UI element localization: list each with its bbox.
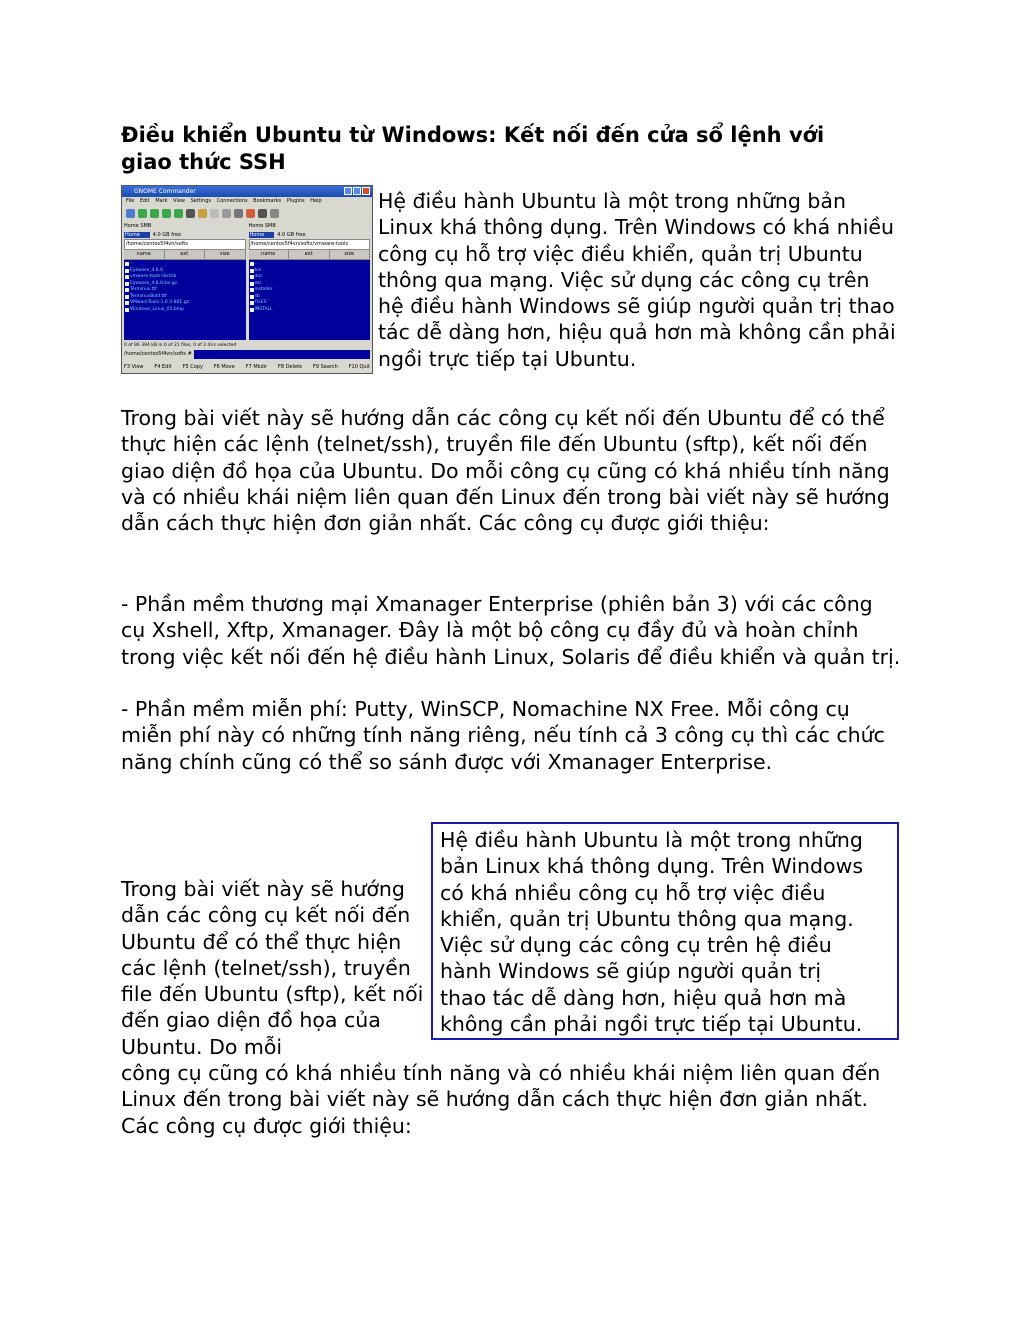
maximize-icon bbox=[353, 187, 361, 195]
command-line bbox=[124, 350, 370, 359]
tail-paragraph: công cụ cũng có khá nhiều tính năng và có nhiều khái niệm liên quan đến Linux đến trong bài viết này sẽ hướng dẫn cách thực hiện đơn giản nhất. Các công cụ được giới thiệu: bbox=[121, 1061, 881, 1138]
boxed-line: bản Linux khá thông dụng. Trên Windows bbox=[440, 854, 864, 879]
right-path: /home/centos5f4vn/softs/vmware-tools bbox=[249, 239, 371, 250]
col-size: size bbox=[205, 250, 246, 259]
bullet-free: - Phần mềm miễn phí: Putty, WinSCP, Nomachine NX Free. Mỗi công cụ miễn phí này có những tính năng riêng, nếu tính cả 3 công cụ thì các chức năng chính cũng có thể so sánh được với Xmanager Enterprise. bbox=[121, 697, 885, 774]
list-item: Eyeware_4.6.6.tar.gz bbox=[124, 281, 246, 288]
menu-bar: File Edit Mark View Settings Connections Bookmarks Plugins Help bbox=[126, 198, 322, 204]
list-item: installer bbox=[249, 287, 371, 294]
list-item: bin bbox=[249, 268, 371, 275]
delete-icon bbox=[234, 209, 243, 218]
fkey: F10 Quit bbox=[348, 364, 370, 370]
bookmark-bar: Home SMB bbox=[248, 223, 276, 229]
refresh-icon bbox=[126, 209, 135, 218]
drive-select: Home bbox=[249, 232, 275, 238]
edit-icon bbox=[246, 209, 255, 218]
fkey: F7 Mkdir bbox=[245, 364, 268, 370]
boxed-line: có khá nhiều công cụ hỗ trợ việc điều bbox=[440, 880, 826, 905]
boxed-line: khiển, quản trị Ubuntu thông qua mạng. bbox=[440, 906, 854, 931]
list-item: .. bbox=[249, 261, 371, 268]
back-arrow-icon bbox=[150, 209, 159, 218]
boxed-quote bbox=[431, 822, 899, 1040]
boxed-line: Việc sử dụng các công cụ trên hệ điều bbox=[440, 933, 832, 958]
fkey: F5 Copy bbox=[182, 364, 203, 370]
minimize-icon bbox=[344, 187, 352, 195]
terminal-icon bbox=[258, 209, 267, 218]
forward-arrow-icon bbox=[162, 209, 171, 218]
last-icon bbox=[174, 209, 183, 218]
boxed-line: thao tác dễ dàng hơn, hiệu quả hơn mà bbox=[440, 985, 847, 1010]
paste-icon bbox=[222, 209, 231, 218]
col-name: name bbox=[124, 250, 165, 259]
bullet-commercial: - Phần mềm thương mại Xmanager Enterprise (phiên bản 3) với các công cụ Xshell, Xftp, Xmanager. Đây là một bộ công cụ đầy đủ và hoàn chỉnh trong việc kết nối đến hệ điều hành Linux, Solaris để điều khiển và quản trị. bbox=[121, 592, 901, 669]
left-pane bbox=[124, 222, 246, 340]
window-title: GNOME Commander bbox=[134, 188, 196, 195]
list-item: Eyeware_4.6.6 bbox=[124, 268, 246, 275]
intro-paragraph: Hệ điều hành Ubuntu là một trong những bản Linux khá thông dụng. Trên Windows có khá nhiều công cụ hỗ trợ việc điều khiển, quản trị Ubuntu thông qua mạng. Việc sử dụng các công cụ trên hệ điều hành Windows sẽ giúp người quản trị thao tác dễ dàng hơn, hiệu quả hơn mà không cần phải ngồi trực tiếp tại Ubuntu. bbox=[378, 189, 896, 371]
page-title: Điều khiển Ubuntu từ Windows: Kết nối đến cửa sổ lệnh với giao thức SSH bbox=[121, 123, 825, 174]
drive-select: Home bbox=[124, 232, 150, 238]
list-item: FILES bbox=[249, 300, 371, 307]
fkey: F9 Search bbox=[312, 364, 338, 370]
col-ext: ext bbox=[165, 250, 206, 259]
tool-icon bbox=[270, 209, 279, 218]
free-space: 4.0 GB free bbox=[277, 231, 306, 238]
list-item: etc bbox=[249, 281, 371, 288]
fkey: F8 Delete bbox=[278, 364, 303, 370]
list-item: TerminusBold.ttf bbox=[124, 294, 246, 301]
function-keys bbox=[124, 362, 370, 372]
list-item: lib bbox=[249, 294, 371, 301]
cmd-path: /home/centos5f4vn/softs # bbox=[124, 351, 192, 357]
window-titlebar bbox=[122, 186, 372, 197]
right-file-list bbox=[249, 260, 371, 340]
close-icon bbox=[362, 187, 370, 195]
list-item: INSTALL bbox=[249, 307, 371, 314]
list-item: vmware-tools-distrib bbox=[124, 274, 246, 281]
dots-icon bbox=[186, 209, 195, 218]
col-ext: ext bbox=[289, 250, 330, 259]
copy-icon bbox=[210, 209, 219, 218]
right-pane bbox=[249, 222, 371, 340]
fkey: F6 Move bbox=[213, 364, 235, 370]
paragraph-intro-tools: Trong bài viết này sẽ hướng dẫn các công cụ kết nối đến Ubuntu để có thể thực hiện các lệnh (telnet/ssh), truyền file đến Ubuntu (sftp), kết nối đến giao diện đồ họa của Ubuntu. Do mỗi công cụ cũng có khá nhiều tính năng và có nhiều khái niệm liên quan đến Linux đến trong bài viết này sẽ hướng dẫn cách thực hiện đơn giản nhất. Các công cụ được giới thiệu: bbox=[121, 406, 890, 536]
list-item: Terminus.ttf bbox=[124, 287, 246, 294]
boxed-line: hành Windows sẽ giúp người quản trị bbox=[440, 959, 822, 984]
fkey: F4 Edit bbox=[154, 364, 172, 370]
boxed-line: Hệ điều hành Ubuntu là một trong những bbox=[440, 828, 863, 852]
col-name: name bbox=[249, 250, 290, 259]
status-bar: 0 of 96 394 kB in 0 of 21 files, 0 of 2 dirs selected bbox=[124, 343, 237, 348]
bookmark-bar: Home SMB bbox=[124, 223, 152, 229]
left-file-list bbox=[124, 260, 246, 340]
list-item: .. bbox=[124, 261, 246, 268]
list-item: VMwareTools-1.0.5-801.gz bbox=[124, 300, 246, 307]
connect-icon bbox=[198, 209, 207, 218]
boxed-line: không cần phải ngồi trực tiếp tại Ubuntu. bbox=[440, 1012, 863, 1037]
toolbar bbox=[122, 206, 372, 220]
gnome-commander-screenshot bbox=[121, 185, 373, 374]
list-item: doc bbox=[249, 274, 371, 281]
list-item: Windows_Linux_01.bmp bbox=[124, 307, 246, 314]
fkey: F3 View bbox=[124, 364, 144, 370]
up-arrow-icon bbox=[138, 209, 147, 218]
column-paragraph: Trong bài viết này sẽ hướng dẫn các công cụ kết nối đến Ubuntu để có thể thực hiện các lệnh (telnet/ssh), truyền file đến Ubuntu (sftp), kết nối đến giao diện đồ họa của Ubuntu. Do mỗi bbox=[121, 877, 424, 1059]
left-path: /home/centos5f4vn/softs bbox=[124, 239, 246, 250]
free-space: 4.0 GB free bbox=[152, 231, 182, 238]
cmd-input bbox=[194, 350, 370, 359]
col-size: size bbox=[330, 250, 371, 259]
